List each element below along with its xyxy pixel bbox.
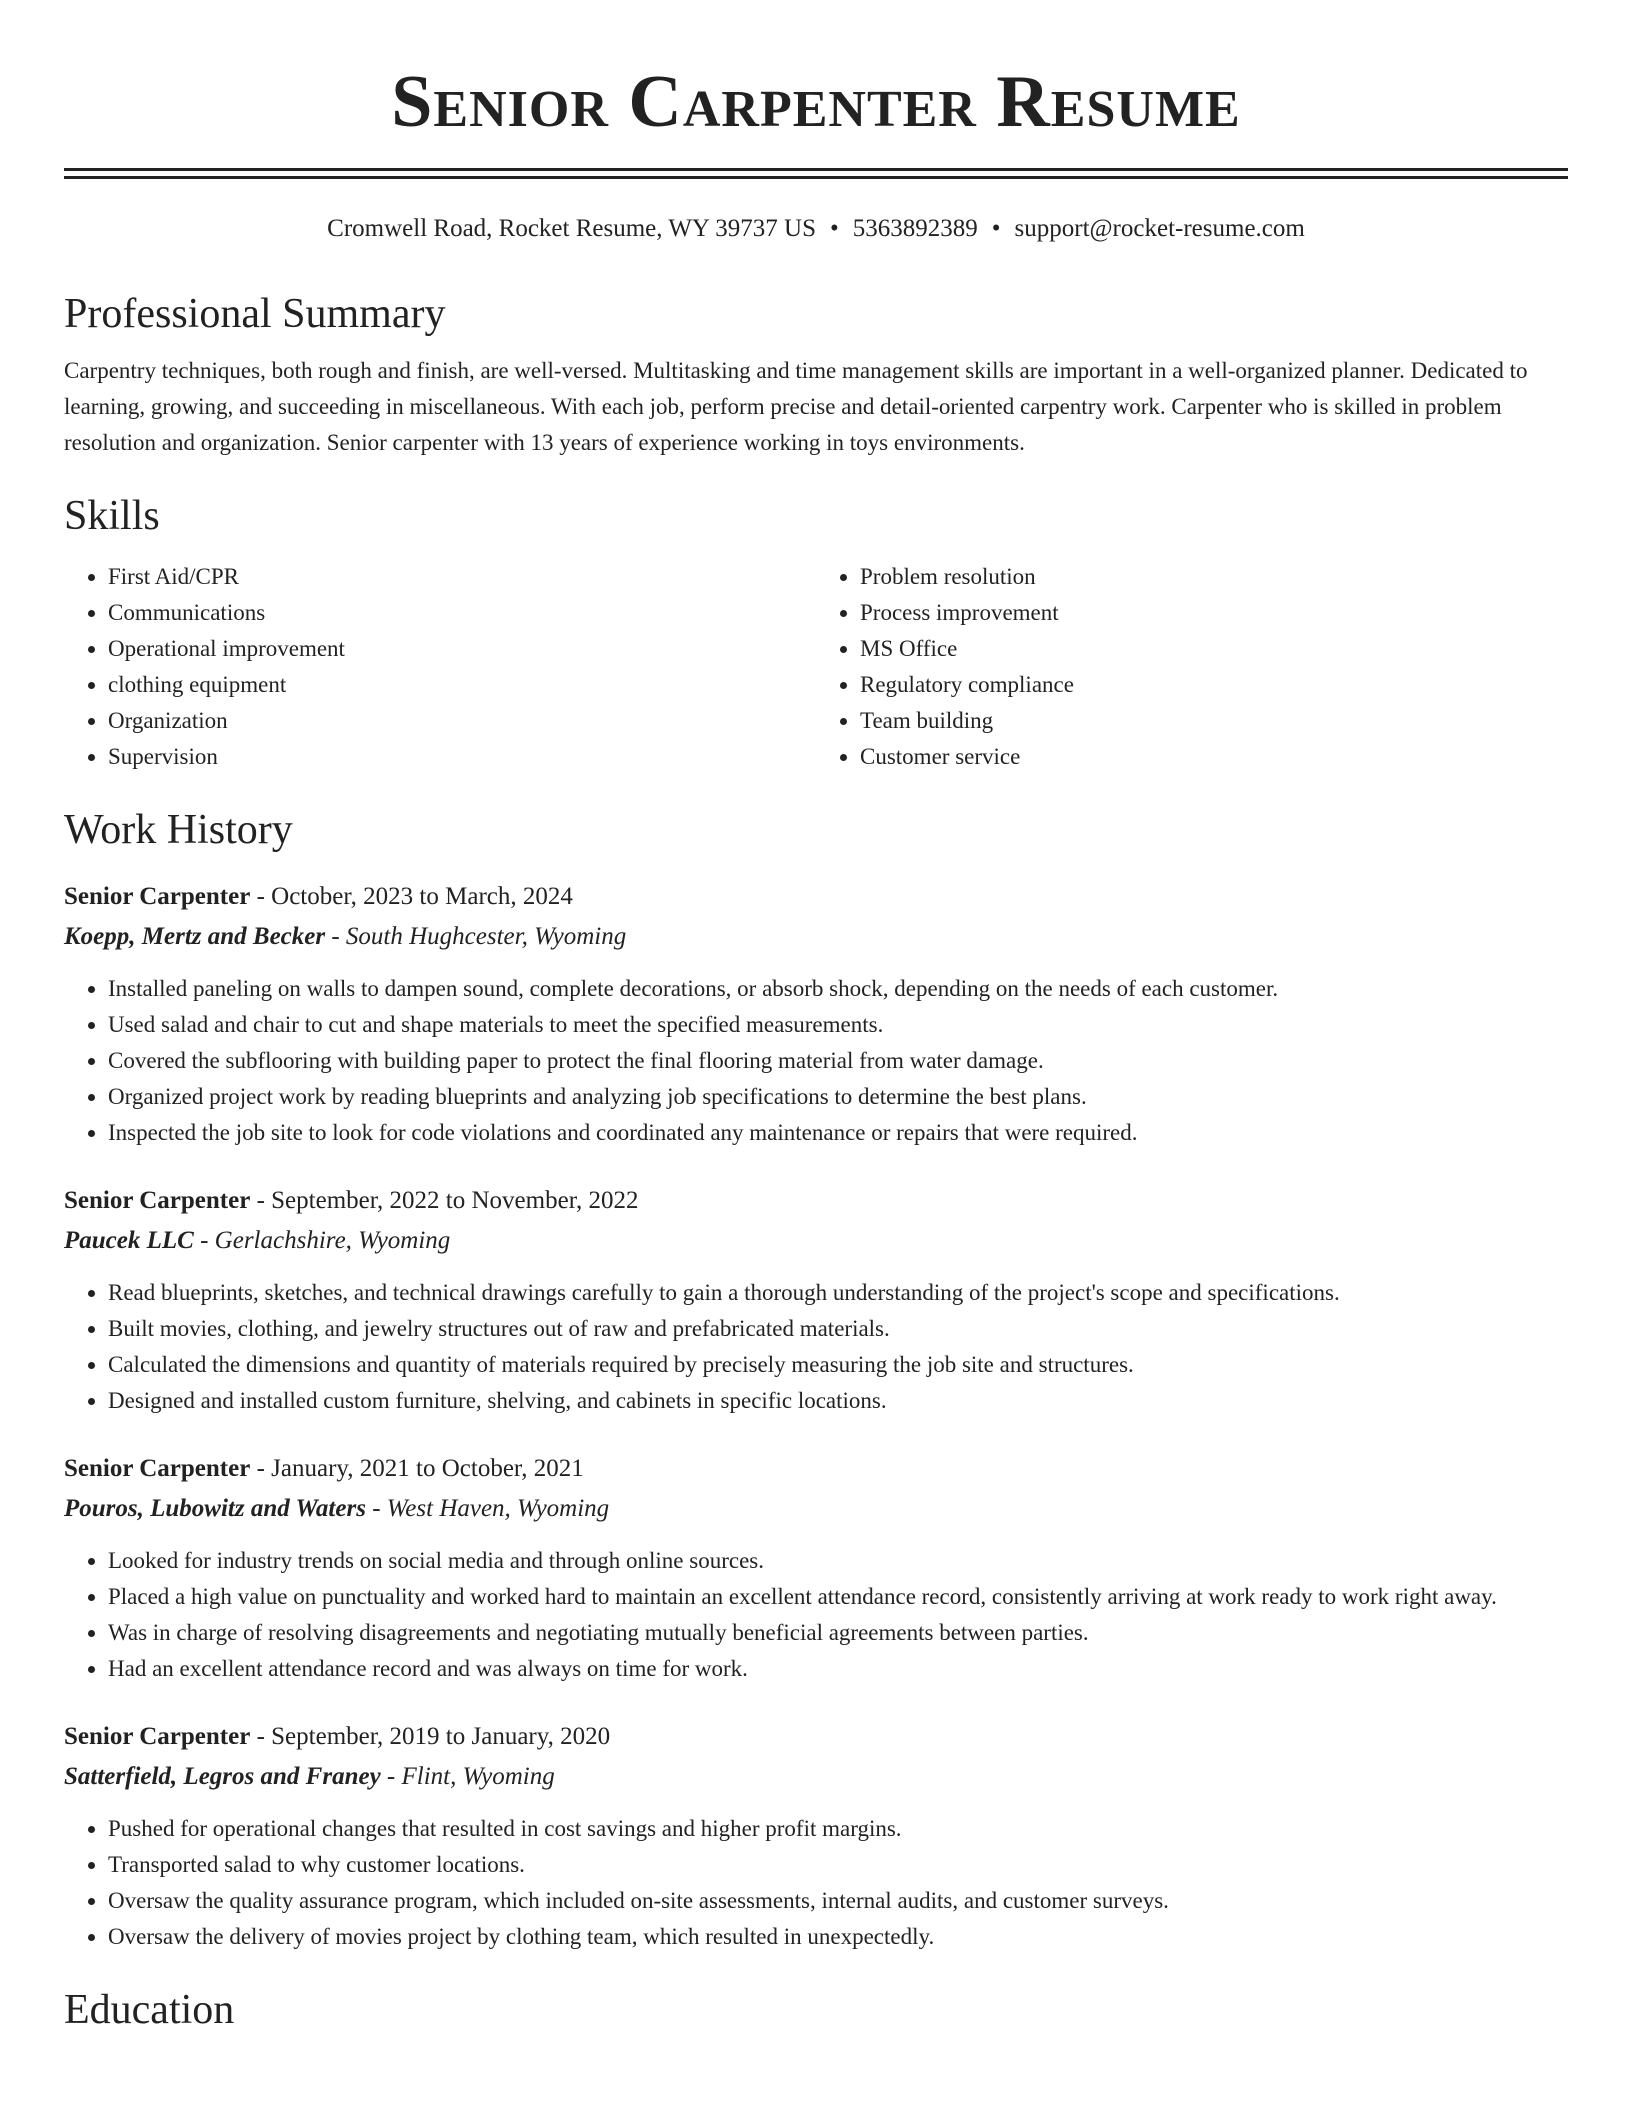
title-divider	[64, 168, 1568, 179]
job-title: Senior Carpenter	[64, 1187, 251, 1214]
company-location: - West Haven, Wyoming	[365, 1495, 610, 1522]
skill-item: • Regulatory compliance	[860, 667, 1568, 703]
company-location: - Gerlachshire, Wyoming	[193, 1227, 451, 1254]
duty-item: • Oversaw the quality assurance program, which included on-site assessments, internal audits, and customer surveys.	[108, 1883, 1568, 1919]
contact-address: Cromwell Road, Rocket Resume, WY 39737 US	[327, 215, 816, 242]
job-dates: - January, 2021 to October, 2021	[250, 1455, 584, 1482]
duty-item: • Pushed for operational changes that resulted in cost savings and higher profit margins.	[108, 1811, 1568, 1847]
job-duties	[64, 971, 1568, 1151]
education-heading: Education	[64, 1987, 235, 2033]
duty-item: • Built movies, clothing, and jewelry structures out of raw and prefabricated materials.	[108, 1311, 1568, 1347]
company-name: Pouros, Lubowitz and Waters	[64, 1495, 366, 1522]
contact-email: support@rocket-resume.com	[1014, 215, 1305, 242]
job-duties	[64, 1811, 1568, 1955]
company-line	[64, 1221, 1568, 1261]
job-duties	[64, 1543, 1568, 1687]
duty-item: • Calculated the dimensions and quantity of materials required by precisely measuring the job site and structures.	[108, 1347, 1568, 1383]
duty-item: • Organized project work by reading blueprints and analyzing job specifications to determine the best plans.	[108, 1079, 1568, 1115]
company-line	[64, 917, 1568, 957]
skill-item: • clothing equipment	[108, 667, 816, 703]
skill-item: • Problem resolution	[860, 559, 1568, 595]
divider-line-bottom	[64, 176, 1568, 179]
job-dates: - September, 2022 to November, 2022	[250, 1187, 639, 1214]
job-dates: - October, 2023 to March, 2024	[250, 883, 573, 910]
skills-list	[64, 559, 1568, 775]
duty-item: • Covered the subflooring with building paper to protect the final flooring material from water damage.	[108, 1043, 1568, 1079]
duty-item: • Transported salad to why customer locations.	[108, 1847, 1568, 1883]
skill-item: • Team building	[860, 703, 1568, 739]
company-name: Satterfield, Legros and Franey	[64, 1763, 381, 1790]
resume-title: Senior Carpenter Resume	[391, 61, 1241, 143]
job-dates: - September, 2019 to January, 2020	[250, 1723, 611, 1750]
company-line	[64, 1489, 1568, 1529]
company-name: Koepp, Mertz and Becker	[64, 923, 326, 950]
job-title: Senior Carpenter	[64, 1723, 251, 1750]
skills-column-left	[64, 559, 816, 775]
duty-item: • Had an excellent attendance record and was always on time for work.	[108, 1651, 1568, 1687]
duty-item: • Oversaw the delivery of movies project by clothing team, which resulted in unexpectedly.	[108, 1919, 1568, 1955]
job-title-line	[64, 1181, 1568, 1221]
contact-separator: •	[830, 215, 839, 242]
company-name: Paucek LLC	[64, 1227, 194, 1254]
skill-item: • Operational improvement	[108, 631, 816, 667]
skills-column-right	[816, 559, 1568, 775]
skill-item: • Supervision	[108, 739, 816, 775]
duty-item: • Looked for industry trends on social media and through online sources.	[108, 1543, 1568, 1579]
job-title: Senior Carpenter	[64, 883, 251, 910]
duty-item: • Was in charge of resolving disagreements and negotiating mutually beneficial agreements between parties.	[108, 1615, 1568, 1651]
summary-text: Carpentry techniques, both rough and finish, are well-versed. Multitasking and time management skills are important in a well-organized planner. Dedicated to learning, growing, and succeeding in miscellaneous. With each job, perform precise and detail-oriented carpentry work. Carpenter who is skilled in problem resolution and organization. Senior carpenter with 13 years of experience working in toys environments.	[64, 358, 1528, 455]
duty-item: • Inspected the job site to look for code violations and coordinated any maintenance or repairs that were required.	[108, 1115, 1568, 1151]
duty-item: • Read blueprints, sketches, and technical drawings carefully to gain a thorough understanding of the project's scope and specifications.	[108, 1275, 1568, 1311]
job-entry	[64, 1717, 1568, 1955]
duty-item: • Designed and installed custom furniture, shelving, and cabinets in specific locations.	[108, 1383, 1568, 1419]
company-line	[64, 1757, 1568, 1797]
job-title-line	[64, 1717, 1568, 1757]
job-duties	[64, 1275, 1568, 1419]
skill-item: • Process improvement	[860, 595, 1568, 631]
job-title: Senior Carpenter	[64, 1455, 251, 1482]
skill-item: • Organization	[108, 703, 816, 739]
duty-item: • Placed a high value on punctuality and worked hard to maintain an excellent attendance record, consistently arriving at work ready to work right away.	[108, 1579, 1568, 1615]
contact-line	[64, 213, 1568, 245]
company-location: - Flint, Wyoming	[380, 1763, 555, 1790]
work-history-heading: Work History	[64, 807, 293, 853]
duty-item: • Installed paneling on walls to dampen sound, complete decorations, or absorb shock, depending on the needs of each customer.	[108, 971, 1568, 1007]
skill-item: • Customer service	[860, 739, 1568, 775]
skill-item: • MS Office	[860, 631, 1568, 667]
skills-heading: Skills	[64, 493, 160, 539]
job-title-line	[64, 877, 1568, 917]
skill-item: • First Aid/CPR	[108, 559, 816, 595]
job-title-line	[64, 1449, 1568, 1489]
job-entry	[64, 1181, 1568, 1419]
job-entry	[64, 877, 1568, 1151]
company-location: - South Hughcester, Wyoming	[325, 923, 627, 950]
duty-item: • Used salad and chair to cut and shape materials to meet the specified measurements.	[108, 1007, 1568, 1043]
contact-phone: 5363892389	[852, 215, 978, 242]
summary-heading: Professional Summary	[64, 291, 446, 337]
skill-item: • Communications	[108, 595, 816, 631]
job-entry	[64, 1449, 1568, 1687]
contact-separator: •	[991, 215, 1001, 242]
